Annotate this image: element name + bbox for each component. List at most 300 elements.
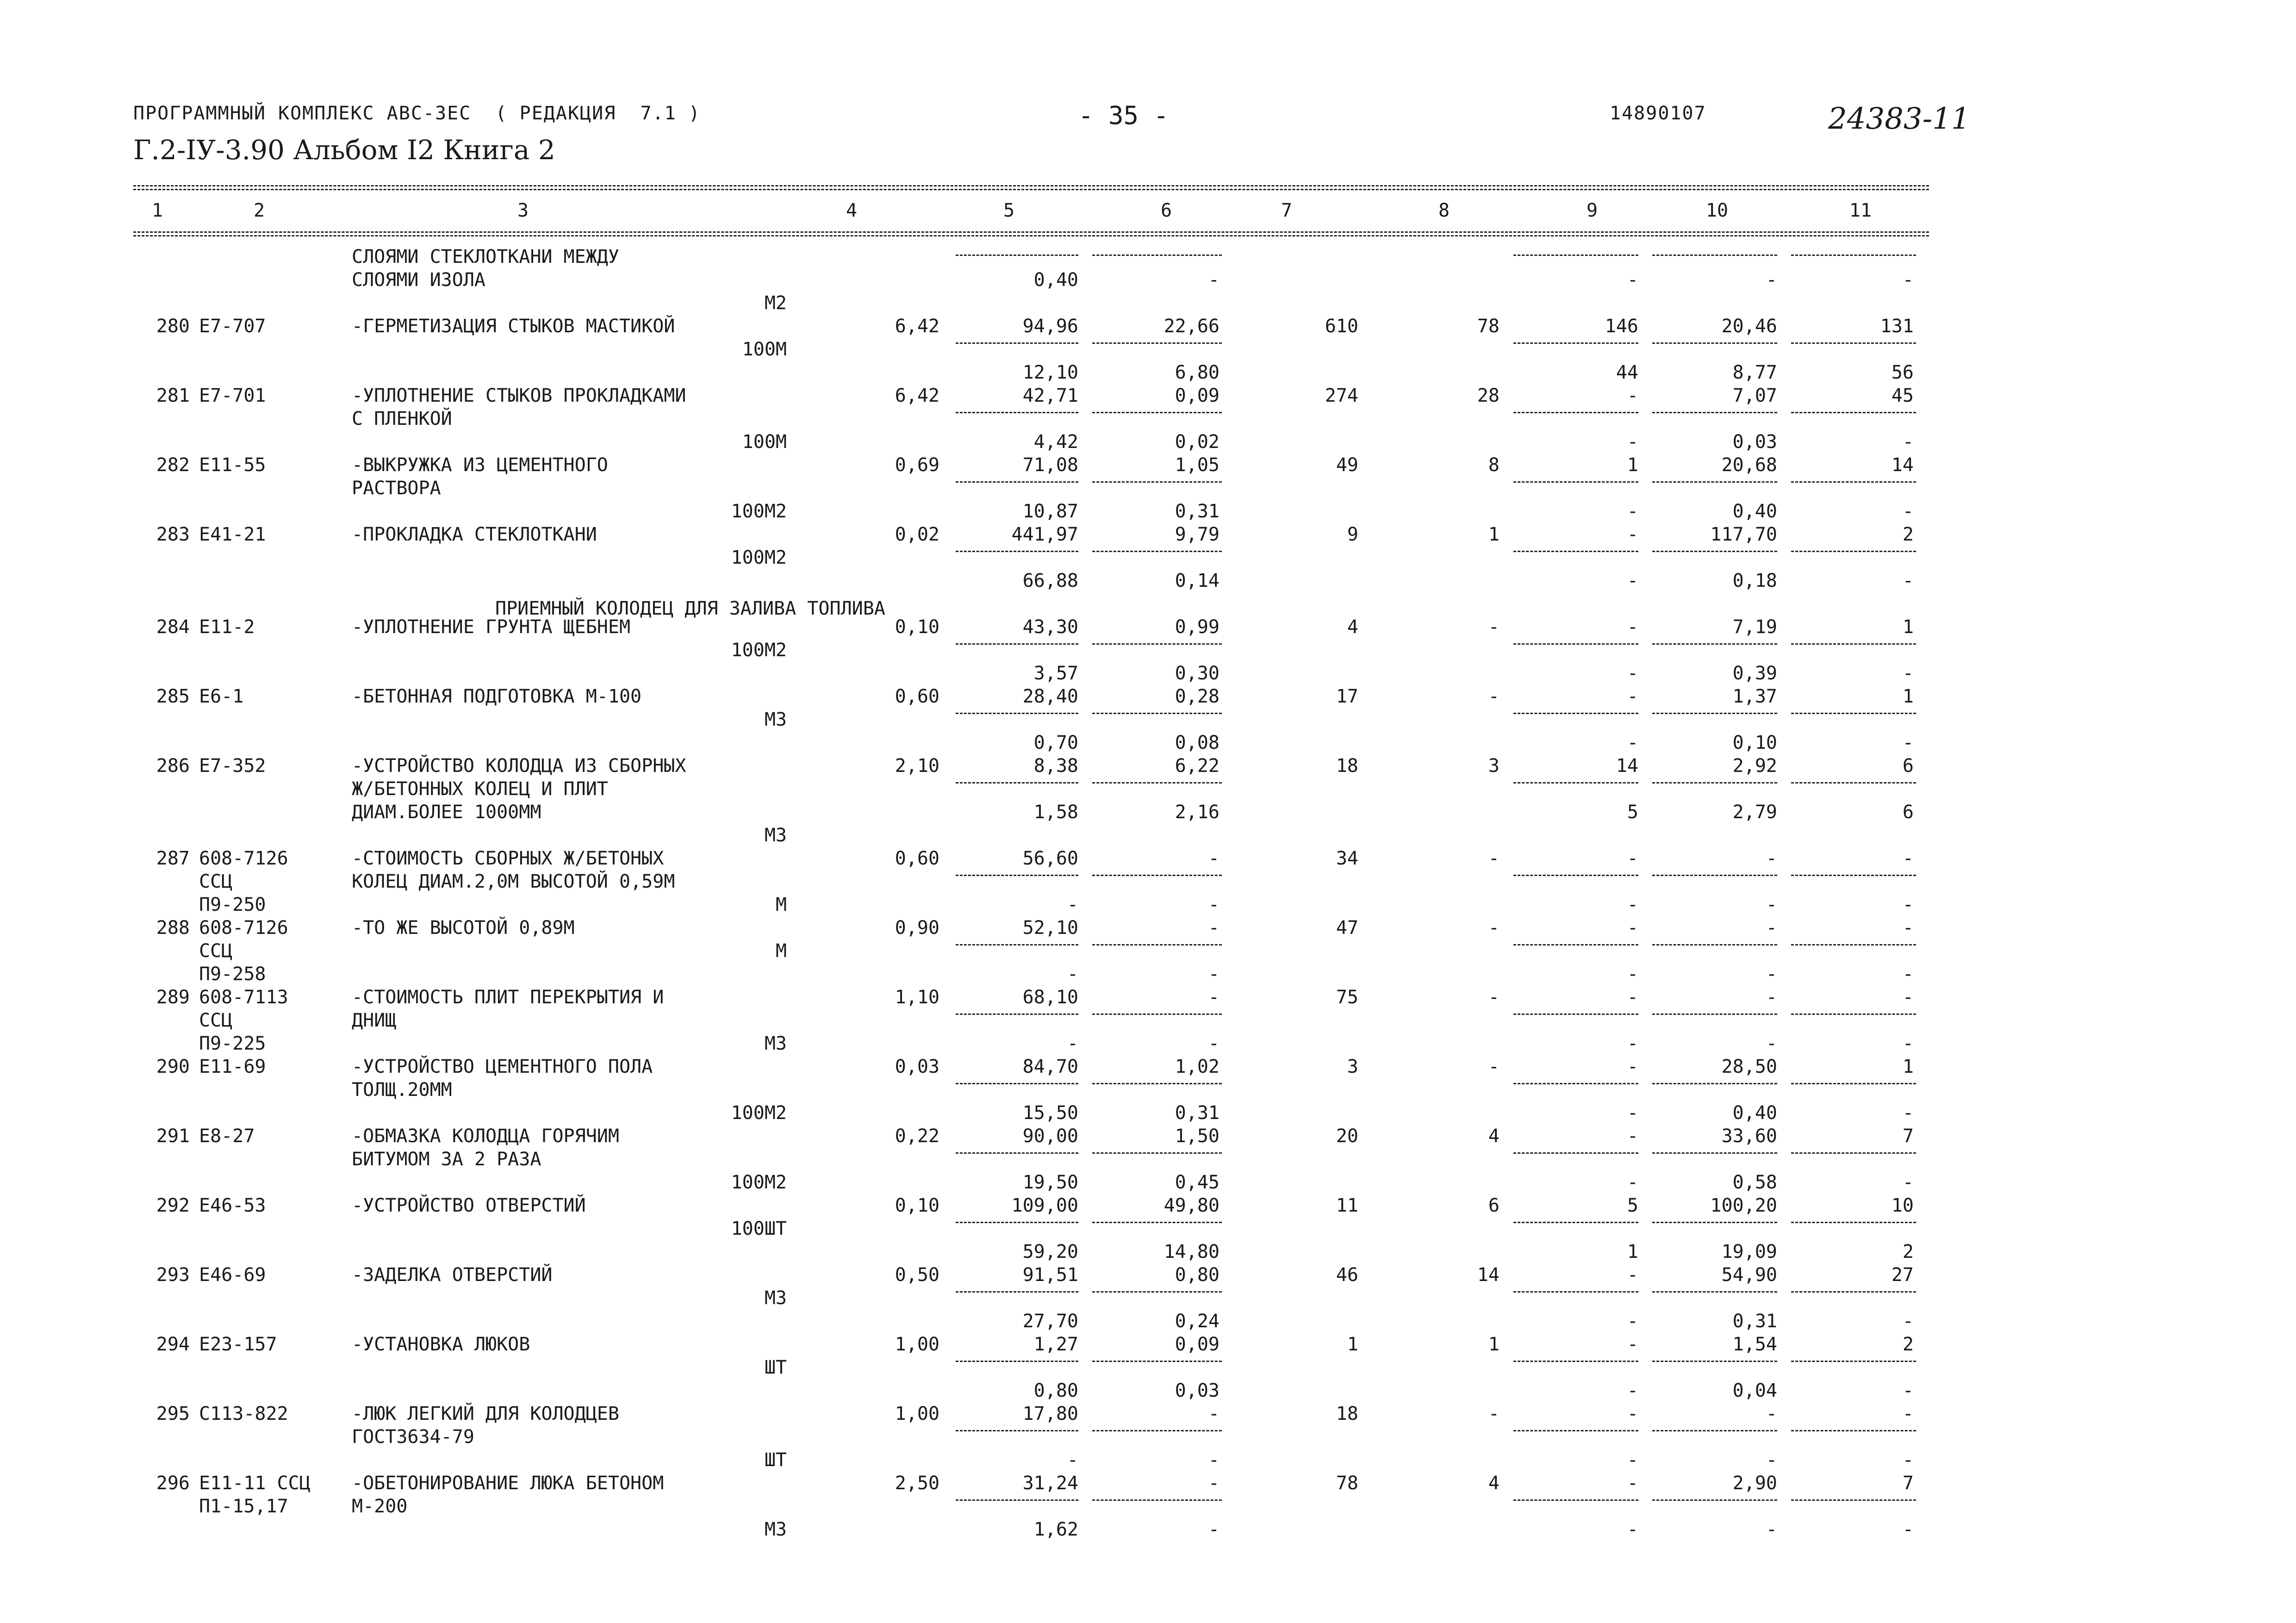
row-separator [1092, 782, 1222, 784]
cell-c11: 1 [1902, 1056, 1914, 1077]
cell-c11: - [1902, 1403, 1914, 1424]
cell-c9b: - [1627, 1311, 1638, 1332]
cell-c5: 42,71 [1022, 385, 1078, 406]
cell-c10b: 0,03 [1732, 431, 1777, 453]
row-unit: М3 [764, 1287, 787, 1309]
cell-c10: 2,90 [1732, 1473, 1777, 1494]
cell-c5: 68,10 [1022, 987, 1078, 1008]
cell-c4: 1,00 [895, 1334, 940, 1355]
column-header-7: 7 [1281, 200, 1293, 221]
row-number: 286 [156, 755, 190, 777]
row-description: РАСТВОРА [352, 478, 441, 499]
row-unit: 100М2 [731, 1102, 787, 1124]
album-title: Г.2-IУ-3.90 Альбом I2 Книга 2 [133, 134, 555, 166]
cell-c11b: - [1902, 269, 1914, 291]
row-separator [1092, 551, 1222, 552]
cell-c8: 1 [1488, 1334, 1500, 1355]
column-header-4: 4 [846, 200, 858, 221]
cell-c9: - [1627, 987, 1638, 1008]
row-unit: 100М [742, 339, 787, 360]
row-separator [956, 713, 1078, 714]
row-description: ГОСТ3634-79 [352, 1426, 474, 1448]
page-number: - 35 - [1078, 101, 1169, 130]
cell-c11b: - [1902, 1033, 1914, 1054]
cell-c5b: 12,10 [1022, 362, 1078, 383]
cell-c9: - [1627, 1403, 1638, 1424]
cell-c9: - [1627, 616, 1638, 638]
row-unit: М3 [764, 1033, 787, 1054]
cell-c10: - [1766, 848, 1777, 869]
cell-c10: - [1766, 917, 1777, 939]
cell-c6b: 0,45 [1175, 1172, 1220, 1193]
cell-c6b: - [1208, 1449, 1220, 1471]
cell-c10b: - [1766, 1033, 1777, 1054]
row-separator [1513, 944, 1638, 945]
row-unit: М2 [764, 292, 787, 314]
cell-c9b: - [1627, 1172, 1638, 1193]
row-separator [1791, 1152, 1916, 1154]
row-code: 608-7113 [199, 987, 288, 1008]
cell-c5: 52,10 [1022, 917, 1078, 939]
row-separator [1791, 1014, 1916, 1015]
cell-c5b: 19,50 [1022, 1172, 1078, 1193]
cell-c10: 2,92 [1732, 755, 1777, 777]
cell-c8: 28 [1477, 385, 1500, 406]
cell-c6: 0,80 [1175, 1264, 1220, 1286]
cell-c7: 46 [1336, 1264, 1358, 1286]
row-separator [1652, 255, 1777, 256]
row-separator [1092, 342, 1222, 344]
cell-c5: 90,00 [1022, 1126, 1078, 1147]
cell-c9b: - [1627, 894, 1638, 915]
row-separator [1652, 713, 1777, 714]
cell-c9b: - [1627, 1519, 1638, 1540]
cell-c6: - [1208, 1473, 1220, 1494]
cell-c10: 117,70 [1710, 524, 1777, 545]
column-header-5: 5 [1003, 200, 1015, 221]
cell-c4: 6,42 [895, 385, 940, 406]
row-separator [1652, 875, 1777, 876]
row-separator [956, 875, 1078, 876]
row-unit: ШТ [764, 1449, 787, 1471]
row-separator [1791, 944, 1916, 945]
cell-c11b: - [1902, 570, 1914, 591]
cell-c5: 1,27 [1033, 1334, 1078, 1355]
cell-c6: 49,80 [1164, 1195, 1220, 1216]
row-description: СЛОЯМИ ИЗОЛА [352, 269, 485, 291]
row-code: Е11-11 ССЦ [199, 1473, 311, 1494]
row-separator [956, 782, 1078, 784]
cell-c4: 0,50 [895, 1264, 940, 1286]
row-number: 288 [156, 917, 190, 939]
cell-c11: 1 [1902, 686, 1914, 707]
cell-c9b: 1 [1627, 1241, 1638, 1262]
row-separator [1092, 713, 1222, 714]
cell-c11: - [1902, 848, 1914, 869]
cell-c6b: 14,80 [1164, 1241, 1220, 1262]
cell-c5: 31,24 [1022, 1473, 1078, 1494]
row-unit: 100ШТ [731, 1218, 787, 1239]
row-code: Е11-55 [199, 454, 266, 476]
row-description: ДНИЩ [352, 1010, 397, 1031]
row-description: ДИАМ.БОЛЕЕ 1000ММ [352, 802, 541, 823]
cell-c6b: 0,31 [1175, 1102, 1220, 1124]
row-separator [956, 255, 1078, 256]
cell-c9b: - [1627, 1102, 1638, 1124]
cell-c6: - [1208, 1403, 1220, 1424]
row-number: 294 [156, 1334, 190, 1355]
cell-c7: 274 [1325, 385, 1358, 406]
row-separator [1092, 1499, 1222, 1501]
cell-c8: 8 [1488, 454, 1500, 476]
row-code: ССЦ [199, 1010, 233, 1031]
cell-c5b: - [1067, 964, 1078, 985]
cell-c10b: 0,18 [1732, 570, 1777, 591]
row-unit: ШТ [764, 1357, 787, 1378]
cell-c6b: 0,30 [1175, 663, 1220, 684]
cell-c8: - [1488, 1056, 1500, 1077]
column-header-1: 1 [151, 200, 163, 221]
cell-c9: - [1627, 1473, 1638, 1494]
cell-c9: - [1627, 1126, 1638, 1147]
cell-c4: 0,02 [895, 524, 940, 545]
cell-c9: - [1627, 917, 1638, 939]
cell-c10: 100,20 [1710, 1195, 1777, 1216]
cell-c8: 1 [1488, 524, 1500, 545]
row-code: Е46-69 [199, 1264, 266, 1286]
row-code: Е11-69 [199, 1056, 266, 1077]
cell-c7: 34 [1336, 848, 1358, 869]
row-number: 289 [156, 987, 190, 1008]
row-unit: М3 [764, 1519, 787, 1540]
cell-c6: 0,09 [1175, 385, 1220, 406]
row-number: 296 [156, 1473, 190, 1494]
row-separator [956, 1430, 1078, 1431]
cell-c11b: 56 [1891, 362, 1914, 383]
row-separator [1092, 1291, 1222, 1293]
cell-c5b: 1,62 [1033, 1519, 1078, 1540]
cell-c11b: 6 [1902, 802, 1914, 823]
row-separator [1092, 1083, 1222, 1084]
cell-c10b: 0,58 [1732, 1172, 1777, 1193]
cell-c5b: 59,20 [1022, 1241, 1078, 1262]
cell-c5: 91,51 [1022, 1264, 1078, 1286]
row-code: ССЦ [199, 871, 233, 892]
cell-c7: 1 [1347, 1334, 1358, 1355]
column-header-6: 6 [1160, 200, 1172, 221]
row-separator [1513, 713, 1638, 714]
row-code: Е11-2 [199, 616, 255, 638]
cell-c5b: 0,70 [1033, 732, 1078, 753]
cell-c6: 0,99 [1175, 616, 1220, 638]
cell-c10: 54,90 [1721, 1264, 1777, 1286]
row-separator [1513, 1222, 1638, 1223]
row-code: 608-7126 [199, 917, 288, 939]
row-separator [1513, 1499, 1638, 1501]
cell-c11b: 2 [1902, 1241, 1914, 1262]
cell-c10b: 19,09 [1721, 1241, 1777, 1262]
cell-c9: - [1627, 1334, 1638, 1355]
cell-c5b: 0,40 [1033, 269, 1078, 291]
cell-c9: - [1627, 1056, 1638, 1077]
cell-c10b: 8,77 [1732, 362, 1777, 383]
row-code: П9-250 [199, 894, 266, 915]
cell-c9: - [1627, 848, 1638, 869]
row-separator [1791, 782, 1916, 784]
cell-c10: 28,50 [1721, 1056, 1777, 1077]
row-separator [1791, 551, 1916, 552]
cell-c5: 109,00 [1011, 1195, 1078, 1216]
cell-c9b: - [1627, 1449, 1638, 1471]
cell-c5b: 0,80 [1033, 1380, 1078, 1401]
program-header: ПРОГРАММНЫЙ КОМПЛЕКС АВС-3ЕС ( РЕДАКЦИЯ 7.1 ) [133, 103, 701, 124]
row-separator [956, 412, 1078, 413]
cell-c5b: - [1067, 1449, 1078, 1471]
row-description: М-200 [352, 1496, 408, 1517]
row-separator [1513, 875, 1638, 876]
cell-c9: - [1627, 524, 1638, 545]
cell-c6b: 0,02 [1175, 431, 1220, 453]
cell-c9b: - [1627, 1380, 1638, 1401]
cell-c4: 0,60 [895, 848, 940, 869]
cell-c7: 4 [1347, 616, 1358, 638]
row-separator [1652, 342, 1777, 344]
row-description: ТОЛЩ.20ММ [352, 1079, 452, 1101]
row-unit: 100М2 [731, 640, 787, 661]
row-separator [1791, 713, 1916, 714]
cell-c10b: - [1766, 1449, 1777, 1471]
row-code: Е7-352 [199, 755, 266, 777]
cell-c6b: - [1208, 1033, 1220, 1054]
row-code: П9-225 [199, 1033, 266, 1054]
cell-c8: 4 [1488, 1473, 1500, 1494]
row-description: -ПРОКЛАДКА СТЕКЛОТКАНИ [352, 524, 597, 545]
cell-c6b: - [1208, 964, 1220, 985]
row-description: -ОБМАЗКА КОЛОДЦА ГОРЯЧИМ [352, 1126, 619, 1147]
row-separator [956, 1222, 1078, 1223]
cell-c10b: - [1766, 894, 1777, 915]
cell-c11: - [1902, 917, 1914, 939]
row-separator [1092, 412, 1222, 413]
cell-c10b: 0,39 [1732, 663, 1777, 684]
cell-c11: 2 [1902, 524, 1914, 545]
cell-c10: - [1766, 1403, 1777, 1424]
row-description: -УПЛОТНЕНИЕ ГРУНТА ЩЕБНЕМ [352, 616, 631, 638]
cell-c10b: 0,04 [1732, 1380, 1777, 1401]
cell-c11: 27 [1891, 1264, 1914, 1286]
cell-c11b: - [1902, 1449, 1914, 1471]
cell-c6: 22,66 [1164, 316, 1220, 337]
cell-c6: 1,02 [1175, 1056, 1220, 1077]
cell-c6b: 0,24 [1175, 1311, 1220, 1332]
row-separator [1791, 1499, 1916, 1501]
row-separator [1513, 481, 1638, 483]
cell-c7: 610 [1325, 316, 1358, 337]
cell-c8: - [1488, 917, 1500, 939]
cell-c9: 14 [1616, 755, 1638, 777]
cell-c7: 78 [1336, 1473, 1358, 1494]
row-unit: 100М2 [731, 1172, 787, 1193]
row-separator [1791, 1291, 1916, 1293]
row-number: 285 [156, 686, 190, 707]
row-code: Е7-707 [199, 316, 266, 337]
cell-c6: 9,79 [1175, 524, 1220, 545]
row-description: КОЛЕЦ ДИАМ.2,0М ВЫСОТОЙ 0,59М [352, 871, 675, 892]
cell-c9: 146 [1605, 316, 1638, 337]
row-separator [1092, 875, 1222, 876]
cell-c11b: - [1902, 1172, 1914, 1193]
row-description: БИТУМОМ ЗА 2 РАЗА [352, 1149, 541, 1170]
row-separator [1791, 875, 1916, 876]
row-number: 292 [156, 1195, 190, 1216]
row-separator [1652, 643, 1777, 645]
cell-c11: 2 [1902, 1334, 1914, 1355]
cell-c10: 7,19 [1732, 616, 1777, 638]
row-separator [1092, 255, 1222, 256]
row-description: -УПЛОТНЕНИЕ СТЫКОВ ПРОКЛАДКАМИ [352, 385, 686, 406]
cell-c8: 14 [1477, 1264, 1500, 1286]
cell-c9b: - [1627, 964, 1638, 985]
row-separator [1513, 1361, 1638, 1362]
cell-c4: 1,00 [895, 1403, 940, 1424]
cell-c11b: - [1902, 1519, 1914, 1540]
cell-c7: 11 [1336, 1195, 1358, 1216]
cell-c11: 6 [1902, 755, 1914, 777]
cell-c8: - [1488, 1403, 1500, 1424]
cell-c8: - [1488, 616, 1500, 638]
cell-c10: 20,68 [1721, 454, 1777, 476]
cell-c10b: 0,10 [1732, 732, 1777, 753]
row-description: -СТОИМОСТЬ ПЛИТ ПЕРЕКРЫТИЯ И [352, 987, 664, 1008]
row-separator [1092, 1014, 1222, 1015]
row-description: -ЛЮК ЛЕГКИЙ ДЛЯ КОЛОДЦЕВ [352, 1403, 619, 1424]
cell-c5b: - [1067, 894, 1078, 915]
cell-c4: 0,69 [895, 454, 940, 476]
cell-c11: - [1902, 987, 1914, 1008]
cell-c9: 1 [1627, 454, 1638, 476]
cell-c7: 20 [1336, 1126, 1358, 1147]
row-separator [956, 551, 1078, 552]
cell-c11b: - [1902, 1102, 1914, 1124]
row-separator [1513, 782, 1638, 784]
cell-c7: 9 [1347, 524, 1358, 545]
cell-c9b: - [1627, 501, 1638, 522]
cell-c10b: 0,40 [1732, 501, 1777, 522]
row-code: ССЦ [199, 940, 233, 962]
row-number: 284 [156, 616, 190, 638]
cell-c11b: - [1902, 894, 1914, 915]
cell-c5b: - [1067, 1033, 1078, 1054]
row-separator [956, 342, 1078, 344]
row-separator [1652, 481, 1777, 483]
cell-c11: 45 [1891, 385, 1914, 406]
row-separator [1791, 643, 1916, 645]
row-separator [1652, 1152, 1777, 1154]
cell-c10: 1,37 [1732, 686, 1777, 707]
cell-c6b: 2,16 [1175, 802, 1220, 823]
row-separator [1791, 412, 1916, 413]
row-code: Е7-701 [199, 385, 266, 406]
cell-c5: 17,80 [1022, 1403, 1078, 1424]
row-code: Е8-27 [199, 1126, 255, 1147]
section-title: ПРИЕМНЫЙ КОЛОДЕЦ ДЛЯ ЗАЛИВА ТОПЛИВА [495, 598, 885, 619]
row-number: 293 [156, 1264, 190, 1286]
row-code: Е46-53 [199, 1195, 266, 1216]
cell-c10: - [1766, 987, 1777, 1008]
row-description: -УСТРОЙСТВО ОТВЕРСТИЙ [352, 1195, 586, 1216]
row-separator [1513, 342, 1638, 344]
row-separator [956, 1152, 1078, 1154]
cell-c11: 7 [1902, 1473, 1914, 1494]
cell-c10: 20,46 [1721, 316, 1777, 337]
cell-c10: 33,60 [1721, 1126, 1777, 1147]
cell-c7: 3 [1347, 1056, 1358, 1077]
row-number: 283 [156, 524, 190, 545]
cell-c4: 2,50 [895, 1473, 940, 1494]
cell-c6: - [1208, 848, 1220, 869]
cell-c8: - [1488, 686, 1500, 707]
row-separator [1791, 1430, 1916, 1431]
row-separator [956, 643, 1078, 645]
cell-c11b: - [1902, 1311, 1914, 1332]
row-separator [956, 1014, 1078, 1015]
cell-c5b: 15,50 [1022, 1102, 1078, 1124]
row-description: -ЗАДЕЛКА ОТВЕРСТИЙ [352, 1264, 553, 1286]
cell-c5b: 3,57 [1033, 663, 1078, 684]
cell-c9: - [1627, 1264, 1638, 1286]
cell-c6: 6,22 [1175, 755, 1220, 777]
cell-c4: 0,10 [895, 616, 940, 638]
row-unit: 100М2 [731, 501, 787, 522]
row-separator [1513, 1291, 1638, 1293]
row-number: 295 [156, 1403, 190, 1424]
cell-c5b: 4,42 [1033, 431, 1078, 453]
cell-c9b: 44 [1616, 362, 1638, 383]
cell-c5: 441,97 [1011, 524, 1078, 545]
row-number: 291 [156, 1126, 190, 1147]
cell-c11b: - [1902, 431, 1914, 453]
row-separator [1652, 1083, 1777, 1084]
cell-c11: 131 [1880, 316, 1914, 337]
cell-c9b: - [1627, 570, 1638, 591]
row-description: -УСТРОЙСТВО КОЛОДЦА ИЗ СБОРНЫХ [352, 755, 686, 777]
row-separator [1652, 1361, 1777, 1362]
row-separator [956, 481, 1078, 483]
cell-c8: - [1488, 987, 1500, 1008]
row-description: -ГЕРМЕТИЗАЦИЯ СТЫКОВ МАСТИКОЙ [352, 316, 675, 337]
cell-c11b: - [1902, 501, 1914, 522]
cell-c8: - [1488, 848, 1500, 869]
cell-c10b: 0,40 [1732, 1102, 1777, 1124]
row-description: -УСТАНОВКА ЛЮКОВ [352, 1334, 530, 1355]
cell-c11: 1 [1902, 616, 1914, 638]
row-separator [956, 1499, 1078, 1501]
row-separator [1652, 1430, 1777, 1431]
row-separator [1791, 1083, 1916, 1084]
cell-c4: 6,42 [895, 316, 940, 337]
top-rule-2 [133, 189, 1929, 190]
cell-c9: - [1627, 385, 1638, 406]
cell-c6: 0,28 [1175, 686, 1220, 707]
row-description: С ПЛЕНКОЙ [352, 408, 452, 429]
row-description: -ОБЕТОНИРОВАНИЕ ЛЮКА БЕТОНОМ [352, 1473, 664, 1494]
cell-c11b: - [1902, 732, 1914, 753]
row-description: Ж/БЕТОННЫХ КОЛЕЦ И ПЛИТ [352, 778, 608, 800]
cell-c10b: - [1766, 964, 1777, 985]
cell-c6b: 0,08 [1175, 732, 1220, 753]
row-separator [1791, 481, 1916, 483]
cell-c10b: 2,79 [1732, 802, 1777, 823]
